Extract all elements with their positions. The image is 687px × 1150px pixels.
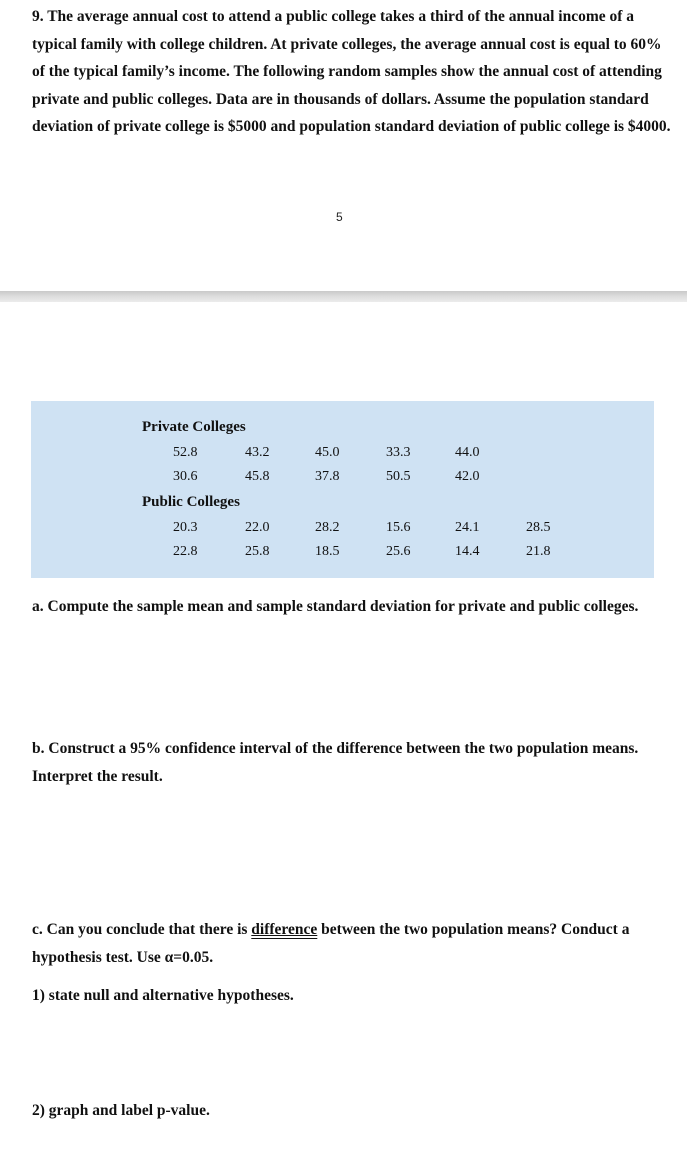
public-colleges-heading: Public Colleges <box>142 494 240 510</box>
data-table <box>31 401 654 578</box>
table-cell: 25.6 <box>386 544 411 559</box>
page-number: 5 <box>336 210 343 224</box>
part-c2-text: 2) graph and label p-value. <box>32 1102 210 1119</box>
table-cell: 21.8 <box>526 544 551 559</box>
part-c-text <box>32 916 672 972</box>
table-cell: 28.2 <box>315 520 340 535</box>
table-cell: 33.3 <box>386 445 411 460</box>
table-cell: 52.8 <box>173 445 198 460</box>
table-cell: 18.5 <box>315 544 340 559</box>
underlined-word: difference <box>251 921 318 938</box>
table-cell: 30.6 <box>173 469 198 484</box>
table-cell: 25.8 <box>245 544 270 559</box>
page-break-divider <box>0 291 687 302</box>
part-b-text: b. Construct a 95% confidence interval of the difference between the two population means. Interpret the result. <box>32 740 639 785</box>
table-cell: 42.0 <box>455 469 480 484</box>
private-colleges-heading: Private Colleges <box>142 419 246 435</box>
table-cell: 20.3 <box>173 520 198 535</box>
question-text: 9. The average annual cost to attend a public college takes a third of the annual income of a typical family with college children. At private colleges, the average annual cost is equal to 60% of the typical family’s income. The following random samples show the annual cost of attending private and public colleges. Data are in thousands of dollars. Assume the population standard deviation of private college is $5000 and population standard deviation of public college is $4000. <box>32 8 671 136</box>
table-cell: 50.5 <box>386 469 411 484</box>
table-cell: 22.8 <box>173 544 198 559</box>
table-cell: 44.0 <box>455 445 480 460</box>
table-cell: 45.8 <box>245 469 270 484</box>
table-cell: 43.2 <box>245 445 270 460</box>
table-cell: 22.0 <box>245 520 270 535</box>
part-a-text: a. Compute the sample mean and sample standard deviation for private and public colleges. <box>32 598 639 615</box>
table-cell: 37.8 <box>315 469 340 484</box>
table-cell: 45.0 <box>315 445 340 460</box>
part-c1-text: 1) state null and alternative hypotheses. <box>32 987 294 1004</box>
table-cell: 15.6 <box>386 520 411 535</box>
table-cell: 28.5 <box>526 520 551 535</box>
part-c-text-end: between the two population means? Conduct a hypothesis test. Use α=0.05. <box>32 921 630 966</box>
part-c-text-start: c. Can you conclude that there is <box>32 921 252 938</box>
table-cell: 14.4 <box>455 544 480 559</box>
table-cell: 24.1 <box>455 520 480 535</box>
